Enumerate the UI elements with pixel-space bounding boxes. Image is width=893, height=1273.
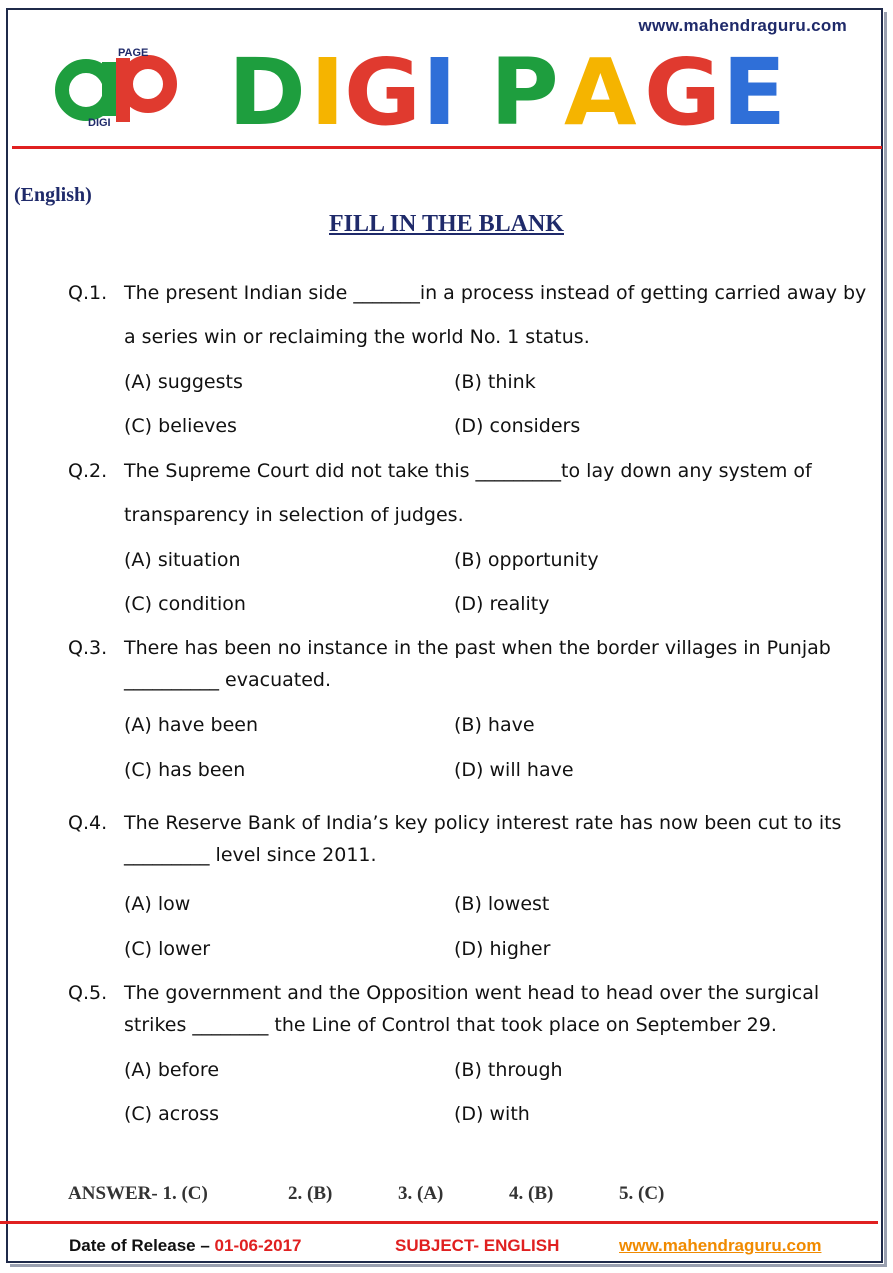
banner-letter <box>456 50 491 136</box>
option-d: (D) higher <box>454 938 551 960</box>
question-text: There has been no instance in the past when the border villages in Punjab __________ evacuated. <box>124 637 831 691</box>
option-a: (A) suggests <box>124 371 243 393</box>
question-text: The government and the Opposition went head to head over the surgical strikes ________ the Line of Control that took place on September 29. <box>124 982 820 1036</box>
header-divider <box>12 146 882 149</box>
banner-letter: A <box>564 39 637 146</box>
question-4 <box>68 807 878 871</box>
option-b: (B) have <box>454 714 535 736</box>
option-d: (D) will have <box>454 759 574 781</box>
banner-letter: G <box>644 39 722 146</box>
answer-item: 5. (C) <box>619 1183 665 1204</box>
subject-tag: (English) <box>14 184 92 206</box>
option-c: (C) believes <box>124 415 237 437</box>
banner-letter: P <box>490 39 559 146</box>
banner-letter: I <box>310 39 345 146</box>
release-label: Date of Release <box>69 1236 196 1255</box>
logo-digi-text: DIGI <box>88 117 111 129</box>
option-c: (C) condition <box>124 593 246 615</box>
answer-item: 2. (B) <box>288 1183 333 1204</box>
answer-item: 3. (A) <box>398 1183 444 1204</box>
option-d: (D) reality <box>454 593 550 615</box>
release-info <box>69 1236 302 1256</box>
banner-letter: G <box>344 39 422 146</box>
release-date: 01-06-2017 <box>214 1236 302 1255</box>
digi-page-logo <box>50 44 182 130</box>
option-a: (A) before <box>124 1059 220 1081</box>
option-d: (D) considers <box>454 415 581 437</box>
option-a: (A) situation <box>124 549 241 571</box>
option-b: (B) through <box>454 1059 563 1081</box>
option-c: (C) has been <box>124 759 246 781</box>
question-text: The present Indian side _______in a process instead of getting carried away by a series win or reclaiming the world No. 1 status. <box>124 282 867 348</box>
question-number: Q.4. <box>68 812 108 834</box>
banner-letter: E <box>722 39 787 146</box>
question-text: The Supreme Court did not take this _________to lay down any system of transparency in selection of judges. <box>124 460 812 526</box>
digi-page-banner <box>228 39 792 146</box>
release-dash: – <box>195 1236 215 1255</box>
banner-letter: D <box>228 39 306 146</box>
question-2 <box>68 449 878 537</box>
option-a: (A) have been <box>124 714 259 736</box>
question-number: Q.2. <box>68 460 108 482</box>
footer-divider <box>0 1221 878 1224</box>
answer-item: 4. (B) <box>509 1183 554 1204</box>
footer-site-url[interactable]: www.mahendraguru.com <box>619 1236 822 1255</box>
question-number: Q.5. <box>68 982 108 1004</box>
footer-subject: SUBJECT- ENGLISH <box>395 1236 560 1255</box>
question-number: Q.1. <box>68 282 108 304</box>
question-1 <box>68 271 878 359</box>
question-5 <box>68 977 878 1041</box>
option-c: (C) lower <box>124 938 211 960</box>
option-b: (B) lowest <box>454 893 550 915</box>
option-d: (D) with <box>454 1103 530 1125</box>
answer-label: ANSWER- 1. (C) <box>68 1183 208 1204</box>
header-site-url[interactable]: www.mahendraguru.com <box>638 16 847 35</box>
page-title: FILL IN THE BLANK <box>329 211 564 237</box>
option-b: (B) think <box>454 371 536 393</box>
option-c: (C) across <box>124 1103 220 1125</box>
option-b: (B) opportunity <box>454 549 599 571</box>
question-text: The Reserve Bank of India’s key policy interest rate has now been cut to its _________ level since 2011. <box>124 812 842 866</box>
question-number: Q.3. <box>68 637 108 659</box>
option-a: (A) low <box>124 893 191 915</box>
banner-letter: I <box>422 39 457 146</box>
question-3 <box>68 632 878 696</box>
logo-page-text: PAGE <box>118 47 149 59</box>
